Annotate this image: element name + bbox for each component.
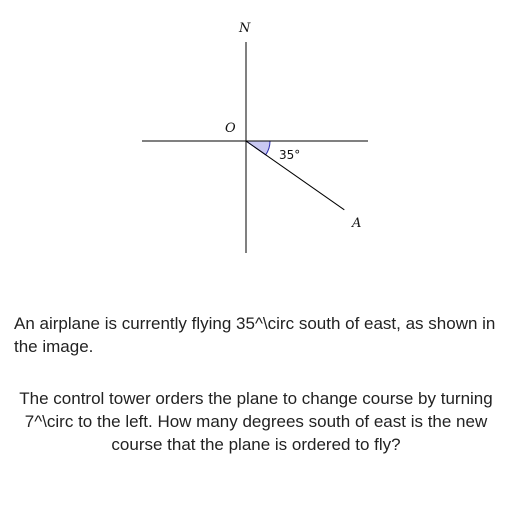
problem-statement: An airplane is currently flying 35^\circ south of east, as shown in the image. bbox=[14, 314, 496, 356]
origin-label: O bbox=[225, 121, 236, 136]
north-label: N bbox=[239, 21, 251, 36]
angle-label: 35° bbox=[279, 148, 301, 162]
point-a-label: A bbox=[352, 216, 362, 231]
problem-question: The control tower orders the plane to change course by turning 7^\circ to the left. How many degrees south of east is the new course that the plane is ordered to fly? bbox=[19, 389, 493, 454]
